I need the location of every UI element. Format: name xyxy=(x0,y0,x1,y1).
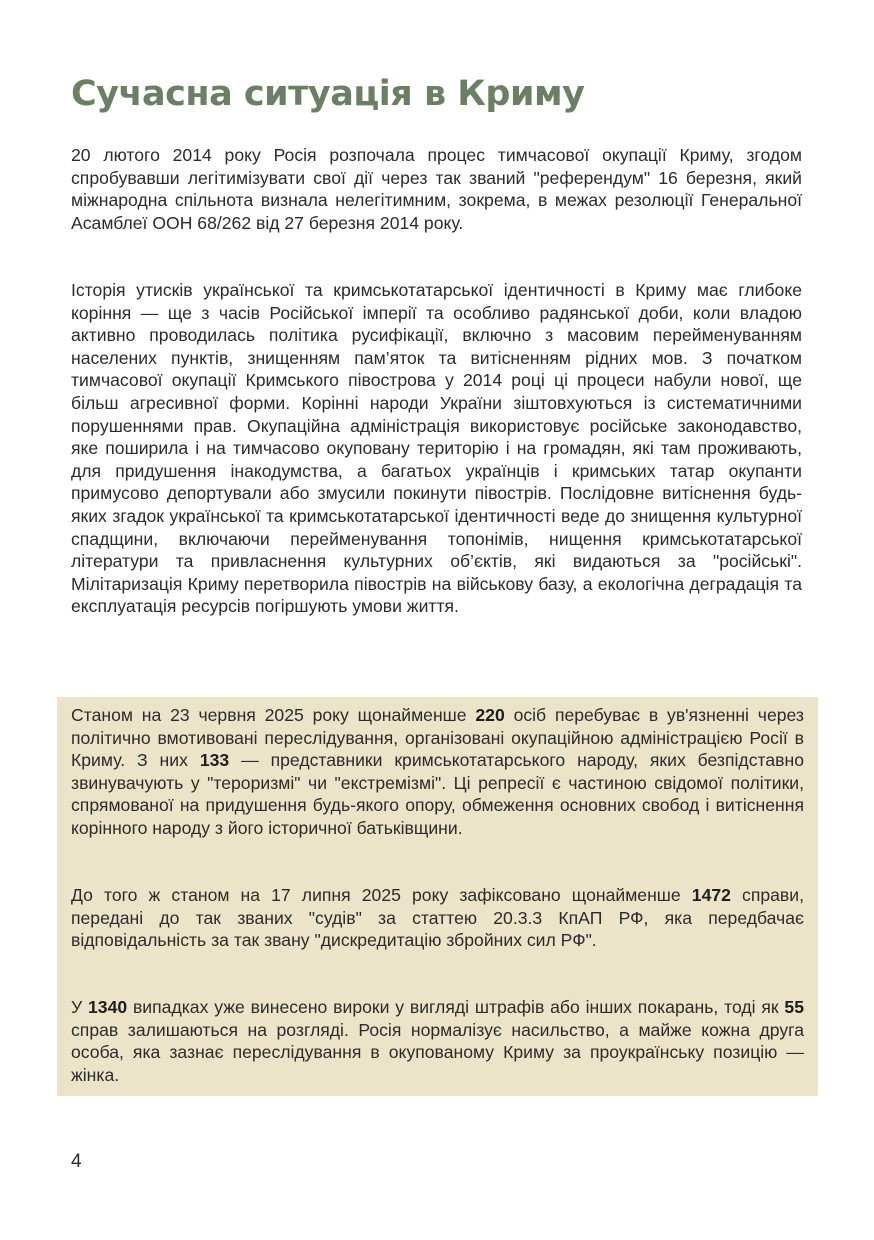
intro-paragraph-history: Історія утисків української та кримськотатарської ідентичності в Криму має глибоке коріння — ще з часів Російської імперії та особливо радянської доби, коли владою активно проводилась політика русифікації, включно з масовим перейменуванням населених пунктів, знищенням пам’яток та витісненням рідних мов. З початком тимчасової окупації Кримського півострова у 2014 році ці процеси набули нової, ще більш агресивної форми. Корінні народи України зіштовхуються із систематичними порушеннями прав. Окупаційна адміністрація використовує російське законодавство, яке поширила і на тимчасово окуповану територію і на громадян, які там проживають, для придушення інакодумства, а багатьох українців і кримських татар окупанти примусово депортували або змусили покинути півострів. Послідовне витіснення будь-яких згадок української та кримськотатарської ідентичності веде до знищення культурної спадщини, включаючи перейменування топонімів, нищення кримськотатарської літератури та привласнення культурних об’єктів, які видаються за "російські". Мілітаризація Криму перетворила півострів на військову базу, а екологічна деградація та експлуатація ресурсів погіршують умови життя. xyxy=(71,280,802,617)
intro-paragraph-occupation: 20 лютого 2014 року Росія розпочала процес тимчасової окупації Криму, згодом спробувавши легітимізувати свої дії через так званий "референдум" 16 березня, який міжнародна спільнота визнала нелегітимним, зокрема, в межах резолюції Генеральної Асамблеї ООН 68/262 від 27 березня 2014 року. xyxy=(71,145,802,233)
page-number: 4 xyxy=(71,1151,82,1172)
text-segment: Станом на 23 червня 2025 року щонайменше xyxy=(71,705,476,725)
text-segment: — представники кримськотатарського народу, яких безпідставно звинувачують у "тероризмі" чи "екстремізмі". Ці репресії є частиною свідомої політики, спрямованої на придушення будь-якого опору, обмеження основних свобод і витіснення корінного народу з його історичної батьківщини. xyxy=(71,750,804,838)
text-segment: випадках уже винесено вироки у вигляді штрафів або інших покарань, тоді як xyxy=(127,997,785,1017)
text-segment: справ залишаються на розгляді. Росія нормалізує насильство, а майже кожна друга особа, яка зазнає переслідування в окупованому Криму за проукраїнську позицію — жінка. xyxy=(71,1019,804,1085)
text-segment: До того ж станом на 17 липня 2025 року зафіксовано щонайменше xyxy=(71,885,692,905)
statistics-highlight-box xyxy=(57,697,818,1096)
text-segment: справи, передані до так званих "судів" за статтею 20.3.3 КпАП РФ, яка передбачає відповідальність за так звану "дискредитацію збройних сил РФ". xyxy=(71,885,804,951)
pending-cases-count: 55 xyxy=(784,997,804,1017)
court-cases-paragraph xyxy=(71,884,804,952)
text-segment: У xyxy=(71,997,88,1017)
sentences-paragraph xyxy=(71,996,804,1086)
sentences-count: 1340 xyxy=(88,997,128,1017)
prisoners-count: 220 xyxy=(475,705,505,725)
court-cases-count: 1472 xyxy=(691,885,731,905)
crimean-tatar-prisoners-count: 133 xyxy=(199,750,230,771)
page-title: Сучасна ситуація в Криму xyxy=(71,74,585,114)
text-segment: осіб перебуває в ув'язненні через політично вмотивовані переслідування, організовані окупаційною адміністрацією Росії в Криму. З них xyxy=(71,705,804,771)
political-prisoners-paragraph xyxy=(71,704,804,840)
